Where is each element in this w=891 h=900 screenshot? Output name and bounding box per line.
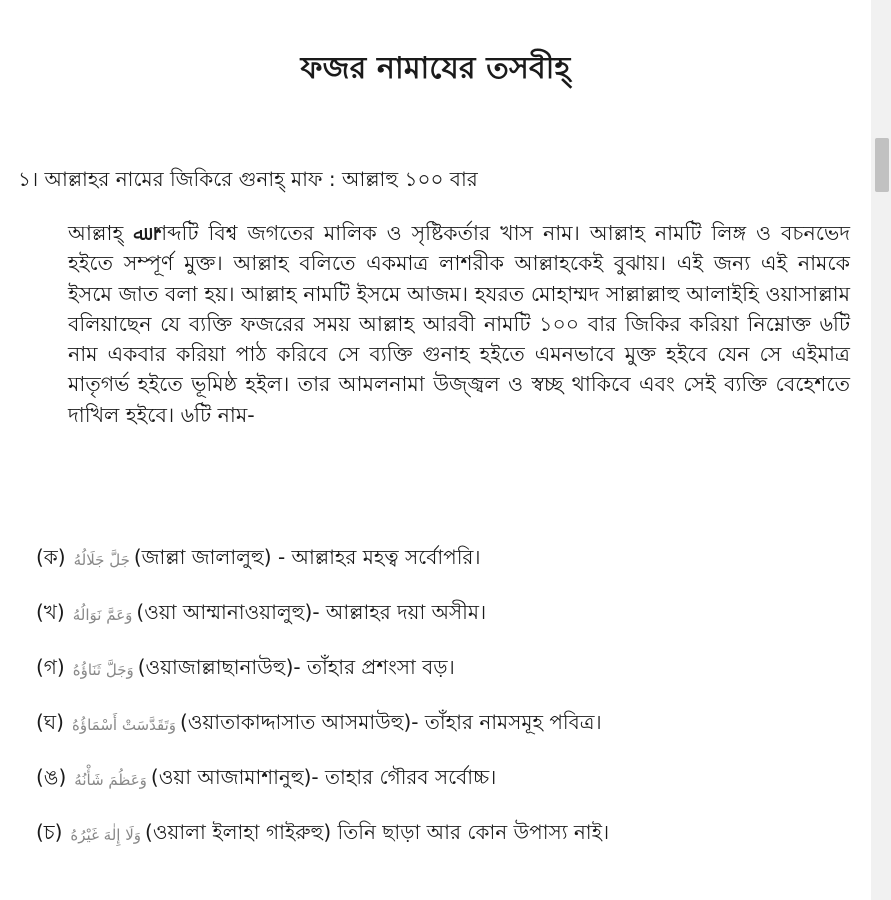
name-item-text: (জাল্লা জালালুহু) - আল্লাহর মহত্ব সর্বোপরি। bbox=[133, 545, 481, 569]
name-item-text: (ওয়াতাকাদ্দাসাত আসমাউহু)- তাঁহার নামসমূহ পবিত্র। bbox=[180, 710, 602, 734]
arabic-name: وَلَا إِلٰهَ غَيْرُهُ bbox=[70, 825, 142, 844]
name-item-marker: (ঙ) bbox=[36, 765, 67, 789]
name-item bbox=[36, 752, 846, 807]
name-item-text: (ওয়া আজামাশানুহু)- তাহার গৌরব সর্বোচ্চ। bbox=[150, 765, 497, 789]
arabic-name: وَجَلَّ ثَنَاؤُهُ bbox=[72, 660, 134, 679]
name-item-marker: (ঘ) bbox=[36, 710, 64, 734]
name-item-text: (ওয়ালা ইলাহা গাইরুহু) তিনি ছাড়া আর কোন উপাস্য নাই। bbox=[145, 820, 610, 844]
description-paragraph: আল্লাহ্ ﷲ শব্দটি বিশ্ব জগতের মালিক ও সৃষ্টিকর্তার খাস নাম। আল্লাহ নামটি লিঙ্গ ও বচনভেদ হইতে সম্পূর্ণ মুক্ত। আল্লাহ বলিতে একমাত্র লাশরীক আল্লাহকেই বুঝায়। এই জন্য এই নামকে ইসমে জাত বলা হয়। আল্লাহ নামটি ইসমে আজম। হযরত মোহাম্মদ সাল্লাল্লাহু আলাইহি ওয়াসাল্লাম বলিয়াছেন যে ব্যক্তি ফজরের সময় আল্লাহ আরবী নামটি ১০০ বার জিকির করিয়া নিম্নোক্ত ৬টি নাম একবার করিয়া পাঠ করিবে সে ব্যক্তি গুনাহ হইতে এমনভাবে মুক্ত হইবে যেন সে এইমাত্র মাতৃগর্ভ হইতে ভূমিষ্ঠ হইল। তার আমলনামা উজ্জ্বল ও স্বচ্ছ থাকিবে এবং সেই ব্যক্তি বেহেশতে দাখিল হইবে। ৬টি নাম- bbox=[68, 221, 850, 427]
name-item-marker: (খ) bbox=[36, 600, 65, 624]
name-item-text: (ওয়া আম্মানাওয়ালুহু)- আল্লাহর দয়া অসীম। bbox=[136, 600, 487, 624]
name-item-text: (ওয়াজাল্লাছানাউহু)- তাঁহার প্রশংসা বড়। bbox=[137, 655, 455, 679]
name-item-marker: (চ) bbox=[36, 820, 63, 844]
name-item bbox=[36, 532, 846, 587]
arabic-name: وَعَمَّ نَوَالُهُ bbox=[72, 605, 133, 624]
name-item-marker: (গ) bbox=[36, 655, 65, 679]
name-item bbox=[36, 642, 846, 697]
vertical-scrollbar[interactable] bbox=[871, 0, 891, 900]
names-list bbox=[36, 532, 846, 862]
arabic-name: وَتَقَدَّسَتْ أَسْمَاؤُهُ bbox=[71, 715, 176, 734]
name-item bbox=[36, 697, 846, 752]
arabic-name: وَعَظُمَ شَأْنُهُ bbox=[74, 770, 147, 789]
scrollbar-thumb[interactable] bbox=[875, 138, 889, 192]
name-item bbox=[36, 587, 846, 642]
arabic-name: جَلَّ جَلَالُهُ bbox=[73, 550, 130, 569]
name-item bbox=[36, 807, 846, 862]
name-item-marker: (ক) bbox=[36, 545, 66, 569]
page-title: ফজর নামাযের তসবীহ্ bbox=[300, 51, 571, 86]
section-heading: ১। আল্লাহর নামের জিকিরে গুনাহ্ মাফ : আল্লাহু ১০০ বার bbox=[18, 167, 478, 191]
